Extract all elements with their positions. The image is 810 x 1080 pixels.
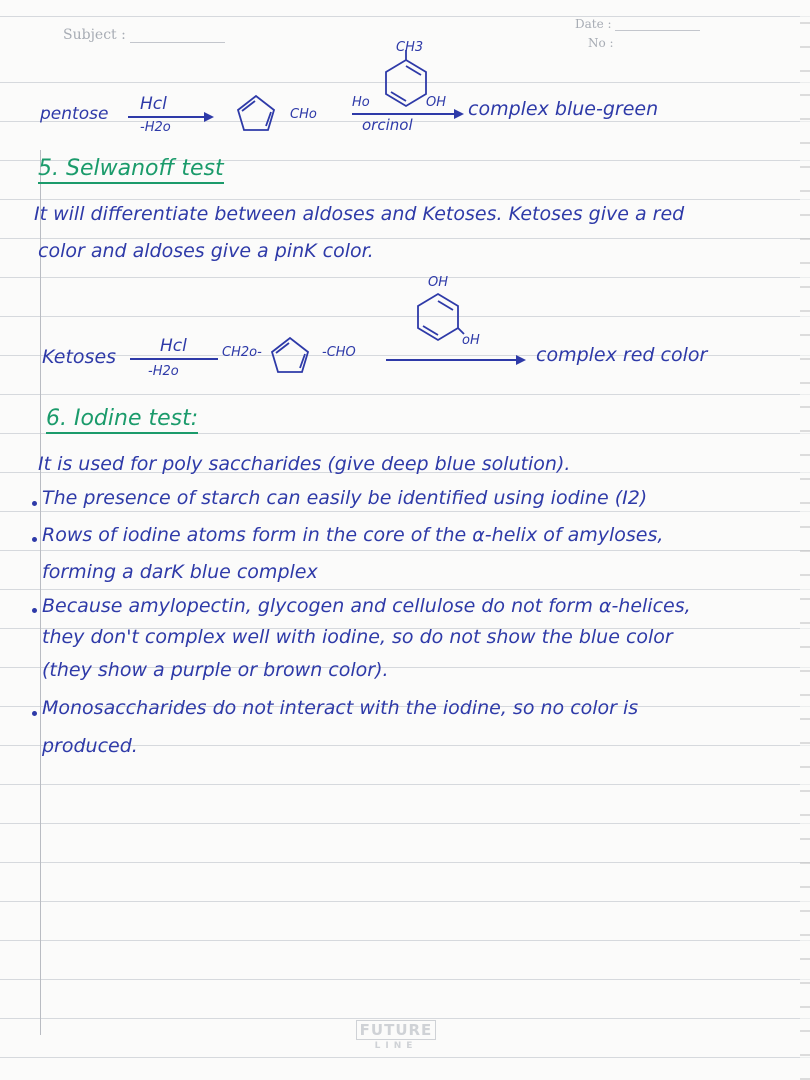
logo-text-future: FUTURE xyxy=(356,1020,437,1040)
pentose-label: pentose xyxy=(40,104,109,124)
future-line-logo xyxy=(348,1020,444,1051)
cho-group-2: -CHO xyxy=(322,345,356,360)
ch2o-group: CH2o- xyxy=(222,345,262,360)
furfural-structure xyxy=(228,90,288,140)
reagent-minus-water: -H2o xyxy=(140,120,171,135)
bullet3-line3: (they show a purple or brown color). xyxy=(42,659,389,681)
bullet-dot xyxy=(32,537,37,542)
ho-group: Ho xyxy=(352,95,370,110)
subject-underline xyxy=(130,42,225,43)
margin-line xyxy=(40,150,41,1035)
product-red: complex red color xyxy=(536,344,708,366)
resorcinol-ring xyxy=(412,290,468,348)
oh-top: OH xyxy=(428,275,449,290)
bullet2-line1: Rows of iodine atoms form in the core of the α-helix of amyloses, xyxy=(42,524,664,546)
orcinol-label: orcinol xyxy=(362,116,413,134)
ketoses-label: Ketoses xyxy=(42,346,117,368)
section5-line2: color and aldoses give a pinK color. xyxy=(38,240,374,262)
product-blue-green: complex blue-green xyxy=(468,98,659,120)
bullet2-line2: forming a darK blue complex xyxy=(42,561,318,583)
reagent-hcl-2: Hcl xyxy=(160,336,187,356)
bullet4-line2: produced. xyxy=(42,735,138,757)
cho-group: CHo xyxy=(290,107,317,122)
bullet-dot xyxy=(32,608,37,613)
oh-group: OH xyxy=(426,95,447,110)
reaction-arrowhead-1 xyxy=(204,112,214,122)
reaction-arrowhead-2 xyxy=(454,109,464,119)
section6-heading: 6. Iodine test: xyxy=(46,408,198,434)
bullet3-line1: Because amylopectin, glycogen and cellulose do not form α-helices, xyxy=(42,595,691,617)
reaction-arrow-3 xyxy=(130,358,218,360)
methyl-group: CH3 xyxy=(396,40,424,55)
reaction-arrow-2 xyxy=(352,113,456,115)
bullet1-line1: The presence of starch can easily be identified using iodine (I2) xyxy=(42,487,648,509)
reaction-arrowhead-4 xyxy=(516,355,526,365)
date-underline xyxy=(615,30,700,31)
bullet-dot xyxy=(32,711,37,716)
bullet4-line1: Monosaccharides do not interact with the iodine, so no color is xyxy=(42,697,639,719)
bullet-dot xyxy=(32,501,37,506)
oh-side: oH xyxy=(462,333,480,348)
spiral-binding xyxy=(800,0,810,1080)
date-label: Date : xyxy=(575,17,612,31)
subject-label: Subject : xyxy=(63,27,126,43)
section6-intro: It is used for poly saccharides (give deep blue solution). xyxy=(38,453,571,475)
reagent-minus-water-2: -H2o xyxy=(148,364,179,379)
section5-line1: It will differentiate between aldoses and Ketoses. Ketoses give a red xyxy=(34,203,685,225)
hmf-structure xyxy=(262,332,320,384)
no-label: No : xyxy=(588,36,614,50)
reagent-hcl: Hcl xyxy=(140,94,167,114)
bullet3-line2: they don't complex well with iodine, so do not show the blue color xyxy=(42,626,673,648)
section5-heading: 5. Selwanoff test xyxy=(38,158,224,184)
reaction-arrow-1 xyxy=(128,116,206,118)
reaction-arrow-4 xyxy=(386,359,518,361)
logo-text-line: LINE xyxy=(374,1041,418,1051)
